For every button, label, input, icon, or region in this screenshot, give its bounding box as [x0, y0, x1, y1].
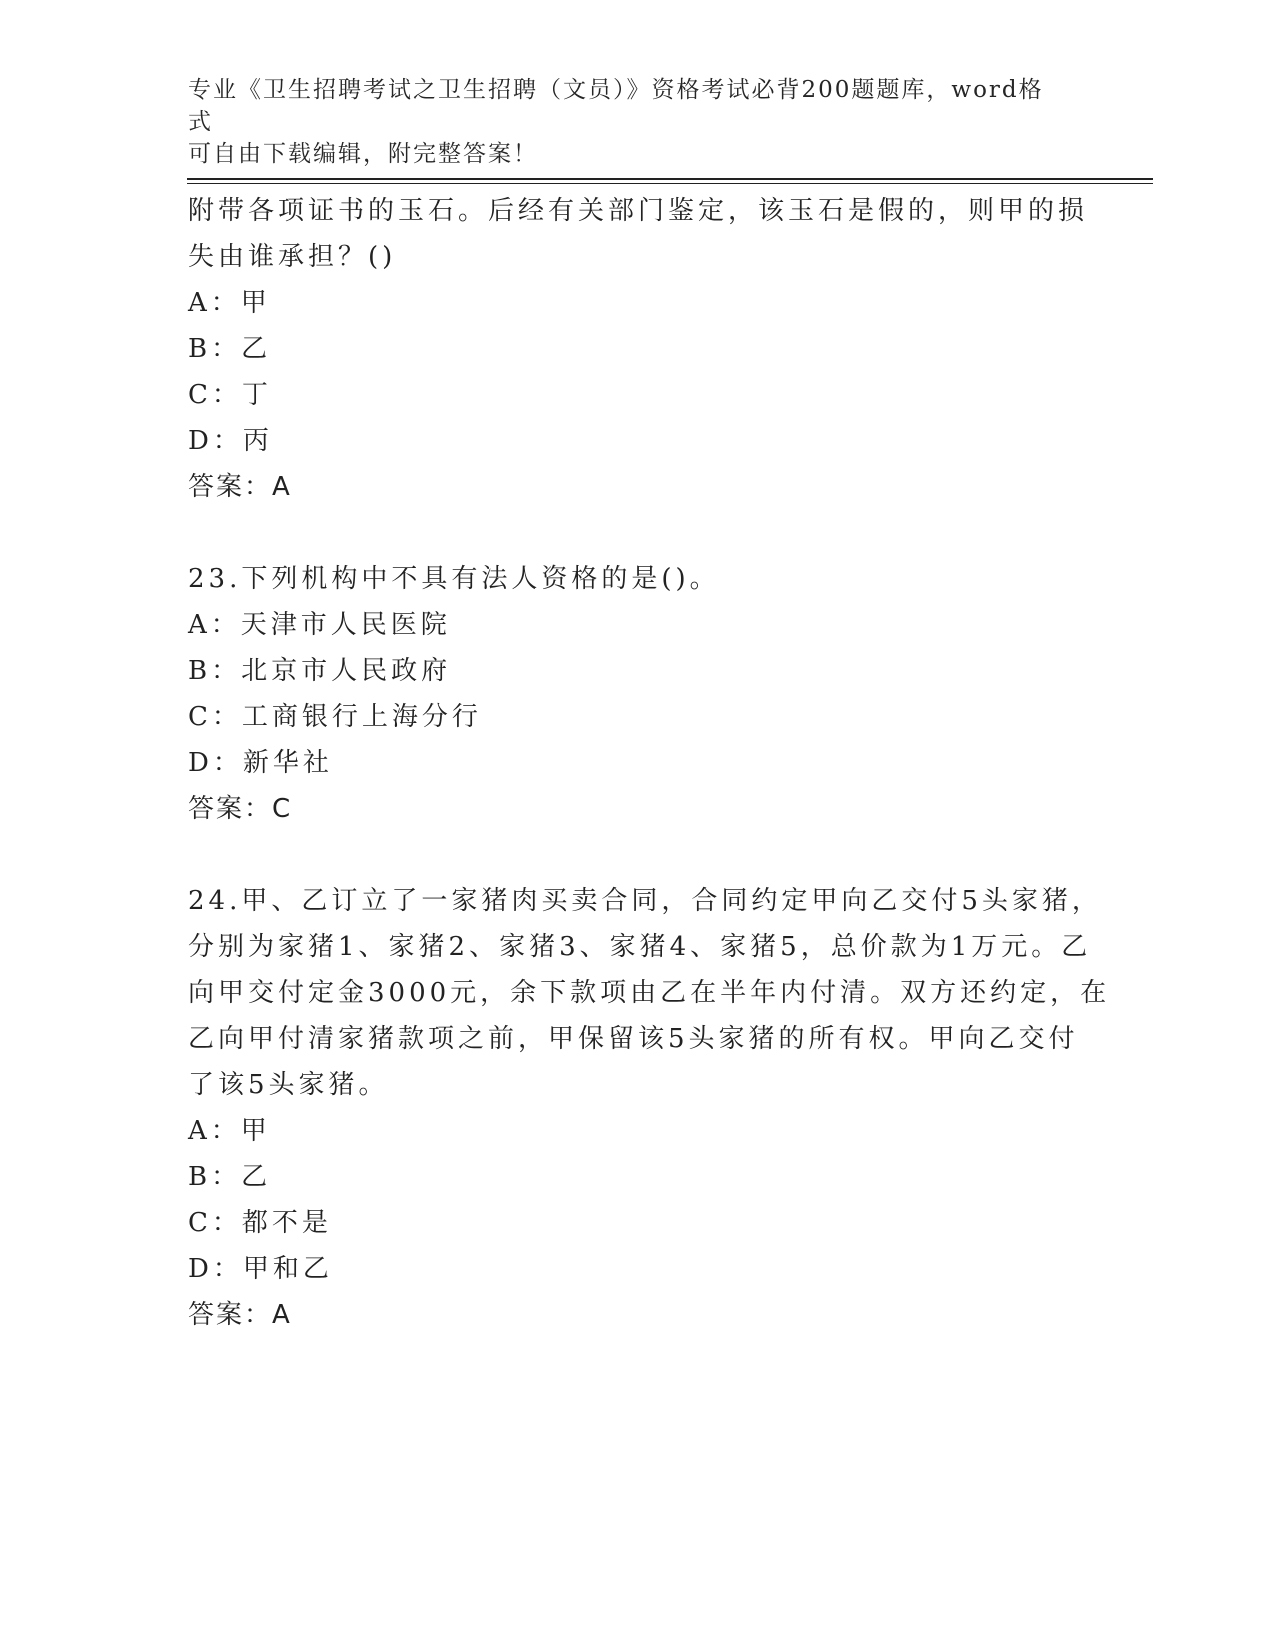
document-header [188, 74, 1068, 170]
spacer [188, 832, 1088, 878]
question-text-line: 24.甲、乙订立了一家猪肉买卖合同，合同约定甲向乙交付5头家猪， [188, 886, 1102, 916]
question-text-line: 了该5头家猪。 [188, 1070, 389, 1100]
option-b: B：乙 [188, 334, 272, 364]
option-d: D：丙 [188, 426, 273, 456]
option-d: D：甲和乙 [188, 1254, 333, 1284]
question-24 [188, 878, 1111, 1338]
question-23 [188, 556, 1088, 832]
question-text-line: 失由谁承担？() [188, 242, 397, 272]
answer-line: 答案：A [188, 1300, 292, 1330]
option-c: C：丁 [188, 380, 272, 410]
question-22 [188, 188, 1088, 510]
question-text-line: 分别为家猪1、家猪2、家猪3、家猪4、家猪5，总价款为1万元。乙 [188, 932, 1092, 962]
header-line-1: 专业《卫生招聘考试之卫生招聘（文员）》资格考试必背200题题库，word格式 [188, 77, 1044, 135]
option-b: B：乙 [188, 1162, 272, 1192]
option-d: D：新华社 [188, 748, 333, 778]
question-text-line: 23.下列机构中不具有法人资格的是()。 [188, 564, 720, 594]
header-rule-thick [187, 178, 1153, 180]
option-a: A：天津市人民医院 [188, 610, 451, 640]
question-text-line: 乙向甲付清家猪款项之前，甲保留该5头家猪的所有权。甲向乙交付 [188, 1024, 1079, 1054]
option-a: A：甲 [188, 288, 271, 318]
header-rule-thin [187, 183, 1153, 184]
spacer [188, 510, 1088, 556]
answer-line: 答案：C [188, 794, 293, 824]
header-line-2: 可自由下载编辑，附完整答案！ [188, 141, 538, 167]
option-a: A：甲 [188, 1116, 271, 1146]
option-b: B：北京市人民政府 [188, 656, 452, 686]
document-body [188, 188, 1111, 1338]
option-c: C：都不是 [188, 1208, 332, 1238]
answer-line: 答案：A [188, 472, 292, 502]
question-text-line: 附带各项证书的玉石。后经有关部门鉴定，该玉石是假的，则甲的损 [188, 196, 1089, 226]
option-c: C：工商银行上海分行 [188, 702, 482, 732]
question-text-line: 向甲交付定金3000元，余下款项由乙在半年内付清。双方还约定，在 [188, 978, 1111, 1008]
